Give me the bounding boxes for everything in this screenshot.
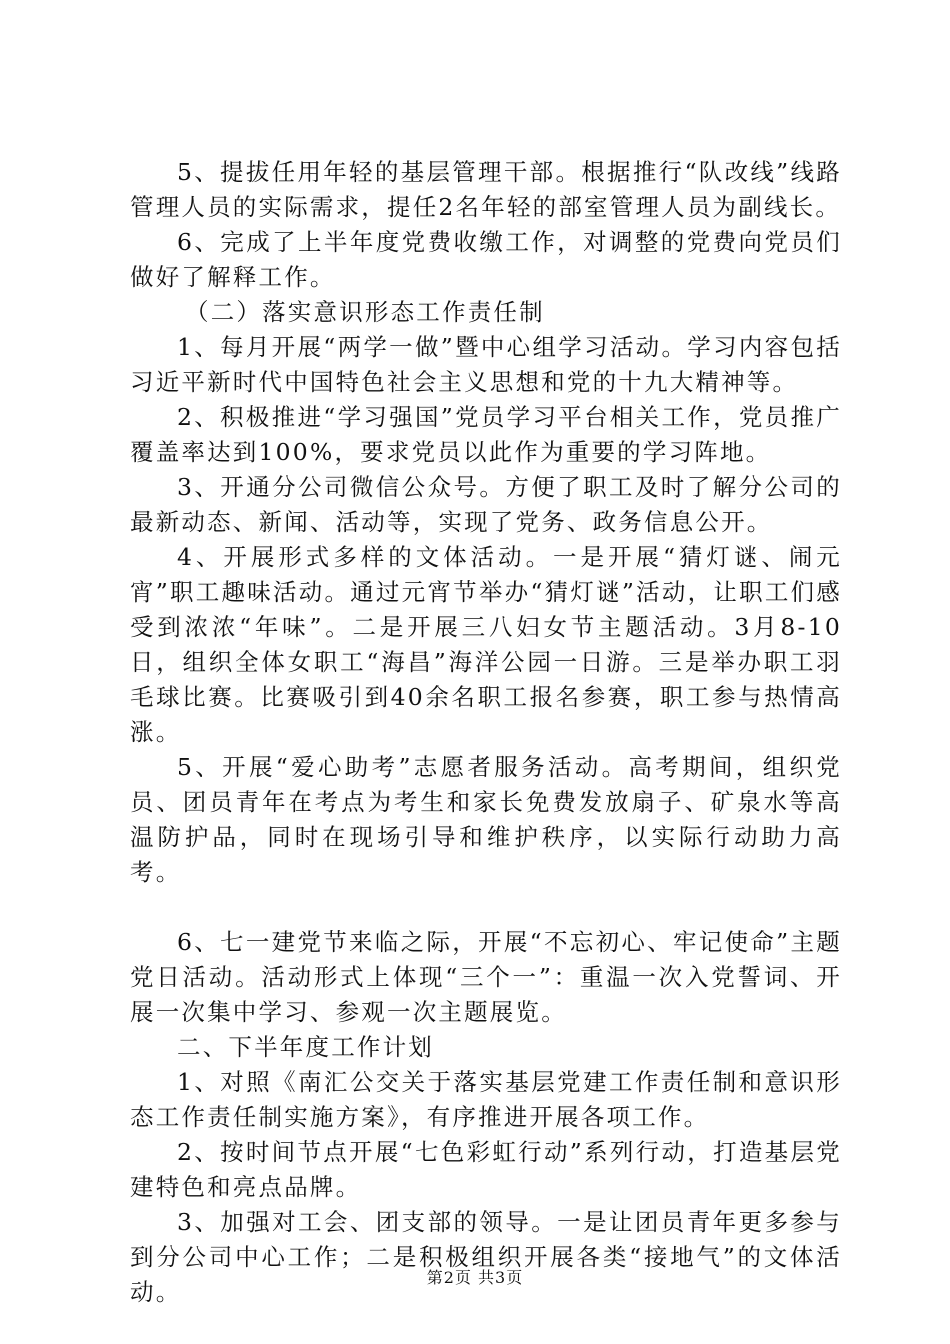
paragraph-party-day: 6、七一建党节来临之际，开展“不忘初心、牢记使命”主题党日活动。活动形式上体现“三个一”：重温一次入党誓词、开展一次集中学习、参观一次主题展览。 [130, 928, 842, 1026]
paragraph-cultural-activities: 4、开展形式多样的文体活动。一是开展“猜灯谜、闹元宵”职工趣味活动。通过元宵节举办“猜灯谜”活动，让职工们感受到浓浓“年味”。二是开展三八妇女节主题活动。3月8-10日，组织全体女职工“海昌”海洋公园一日游。三是举办职工羽毛球比赛。比赛吸引到40余名职工报名参赛，职工参与热情高涨。 [130, 543, 842, 746]
page-footer: 第2页 共3页 [426, 1268, 524, 1287]
paragraph-monthly-study: 1、每月开展“两学一做”暨中心组学习活动。学习内容包括习近平新时代中国特色社会主义思想和党的十九大精神等。 [130, 333, 842, 396]
document-body [130, 155, 842, 1310]
paragraph-party-dues: 6、完成了上半年度党费收缴工作，对调整的党费向党员们做好了解释工作。 [130, 228, 842, 291]
paragraph-plan-rainbow-action: 2、按时间节点开展“七色彩虹行动”系列行动，打造基层党建特色和亮点品牌。 [130, 1138, 842, 1201]
paragraph-plan-implementation: 1、对照《南汇公交关于落实基层党建工作责任制和意识形态工作责任制实施方案》，有序推进开展各项工作。 [130, 1068, 842, 1131]
section-heading-ideology: （二）落实意识形态工作责任制 [185, 298, 545, 326]
paragraph-promote-young-managers: 5、提拔任用年轻的基层管理干部。根据推行“队改线”线路管理人员的实际需求，提任2名年轻的部室管理人员为副线长。 [130, 158, 842, 221]
paragraph-plan-union-leadership: 3、加强对工会、团支部的领导。一是让团员青年更多参与到分公司中心工作；二是积极组织开展各类“接地气”的文体活动。 [130, 1208, 842, 1306]
paragraph-study-platform: 2、积极推进“学习强国”党员学习平台相关工作，党员推广覆盖率达到100%，要求党员以此作为重要的学习阵地。 [130, 403, 842, 466]
paragraph-exam-volunteers: 5、开展“爱心助考”志愿者服务活动。高考期间，组织党员、团员青年在考点为考生和家长免费发放扇子、矿泉水等高温防护品，同时在现场引导和维护秩序，以实际行动助力高考。 [130, 753, 842, 886]
paragraph-wechat-account: 3、开通分公司微信公众号。方便了职工及时了解分公司的最新动态、新闻、活动等，实现了党务、政务信息公开。 [130, 473, 842, 536]
section-heading-second-half-plan: 二、下半年度工作计划 [177, 1033, 434, 1061]
